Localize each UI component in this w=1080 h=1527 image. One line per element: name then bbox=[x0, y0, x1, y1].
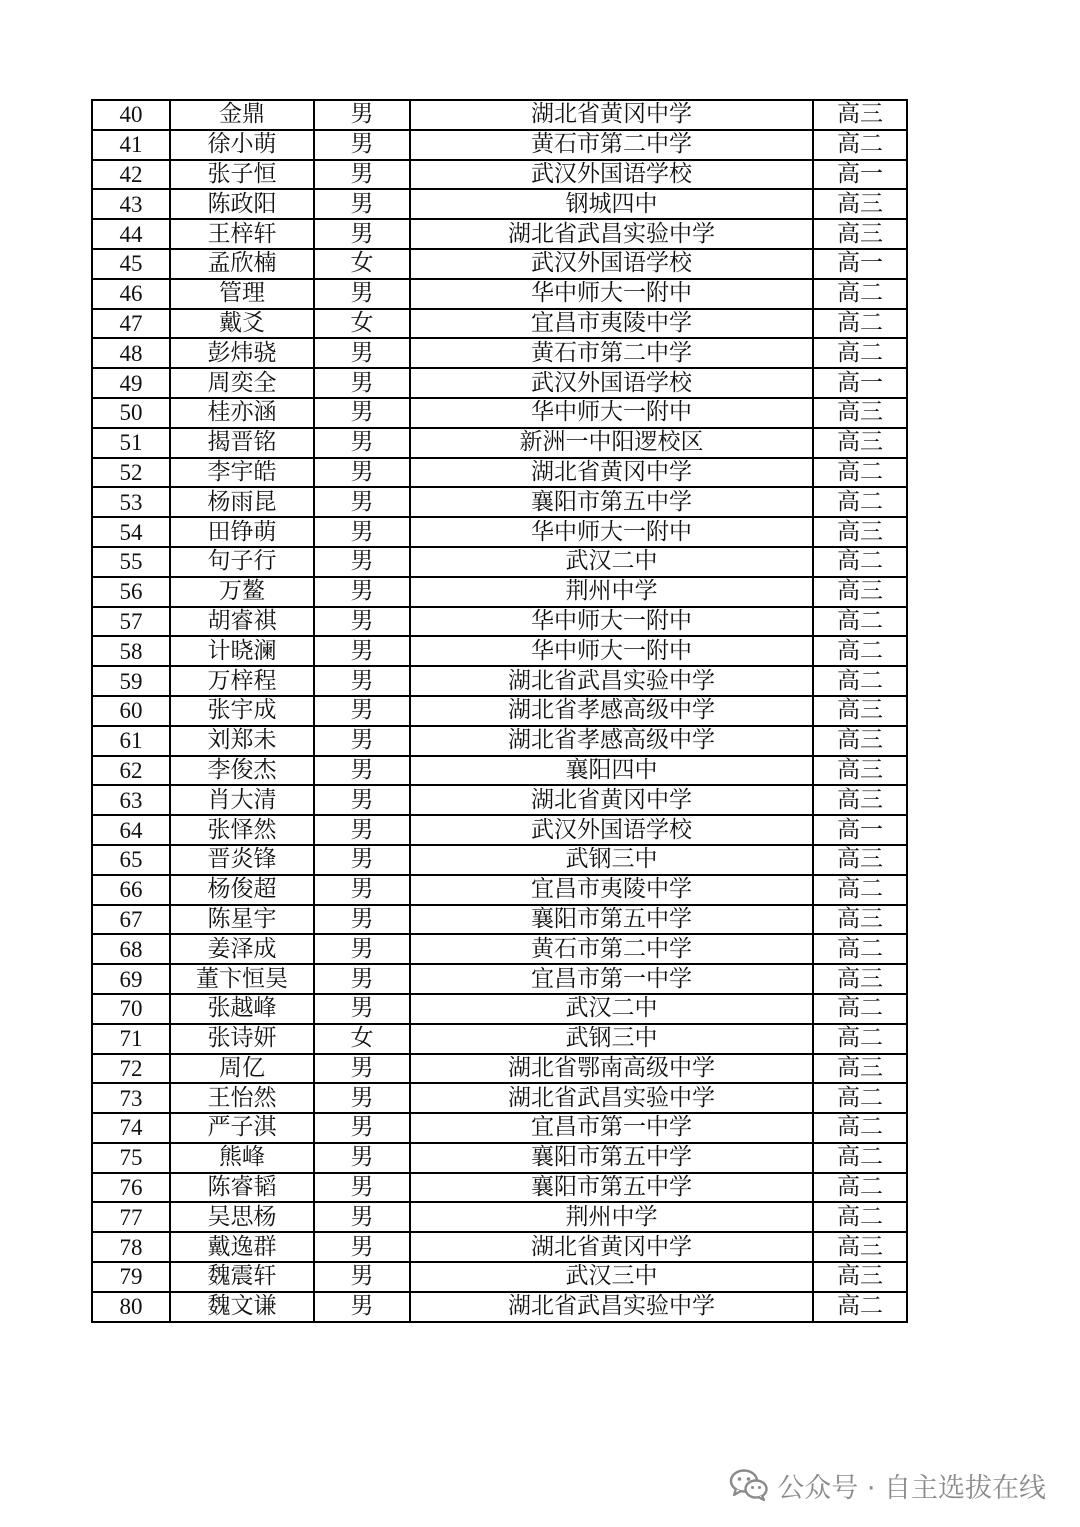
student-name-cell: 戴爻 bbox=[170, 309, 314, 339]
student-gender-cell: 男 bbox=[314, 160, 410, 190]
student-name-cell: 徐小萌 bbox=[170, 130, 314, 160]
student-number-cell: 45 bbox=[92, 249, 170, 279]
table-row bbox=[92, 309, 907, 339]
student-gender-cell: 男 bbox=[314, 338, 410, 368]
student-grade-cell: 高三 bbox=[813, 189, 907, 219]
student-school-cell: 湖北省武昌实验中学 bbox=[410, 666, 813, 696]
watermark-text: 公众号 · 自主选拔在线 bbox=[777, 1472, 1046, 1504]
student-grade-cell: 高二 bbox=[813, 934, 907, 964]
student-gender-cell: 男 bbox=[314, 875, 410, 905]
student-number-cell: 43 bbox=[92, 189, 170, 219]
student-school-cell: 武汉外国语学校 bbox=[410, 368, 813, 398]
student-number-cell: 77 bbox=[92, 1202, 170, 1232]
student-gender-cell: 男 bbox=[314, 219, 410, 249]
student-grade-cell: 高一 bbox=[813, 160, 907, 190]
student-number-cell: 48 bbox=[92, 338, 170, 368]
student-school-cell: 襄阳市第五中学 bbox=[410, 487, 813, 517]
student-gender-cell: 男 bbox=[314, 994, 410, 1024]
student-list-table-container bbox=[91, 99, 906, 1323]
student-name-cell: 胡睿祺 bbox=[170, 607, 314, 637]
student-gender-cell: 男 bbox=[314, 1292, 410, 1322]
student-gender-cell: 男 bbox=[314, 130, 410, 160]
student-name-cell: 杨俊超 bbox=[170, 875, 314, 905]
student-gender-cell: 男 bbox=[314, 1054, 410, 1084]
table-row bbox=[92, 219, 907, 249]
student-name-cell: 万鳌 bbox=[170, 577, 314, 607]
student-school-cell: 新洲一中阳逻校区 bbox=[410, 428, 813, 458]
student-gender-cell: 男 bbox=[314, 905, 410, 935]
student-grade-cell: 高二 bbox=[813, 1143, 907, 1173]
student-school-cell: 武汉外国语学校 bbox=[410, 160, 813, 190]
table-row bbox=[92, 994, 907, 1024]
student-gender-cell: 男 bbox=[314, 279, 410, 309]
student-name-cell: 王梓轩 bbox=[170, 219, 314, 249]
student-number-cell: 58 bbox=[92, 636, 170, 666]
student-number-cell: 65 bbox=[92, 845, 170, 875]
student-school-cell: 黄石市第二中学 bbox=[410, 934, 813, 964]
student-grade-cell: 高一 bbox=[813, 249, 907, 279]
student-grade-cell: 高三 bbox=[813, 1262, 907, 1292]
student-gender-cell: 男 bbox=[314, 189, 410, 219]
table-row bbox=[92, 189, 907, 219]
table-row bbox=[92, 1143, 907, 1173]
student-name-cell: 熊峰 bbox=[170, 1143, 314, 1173]
student-grade-cell: 高三 bbox=[813, 100, 907, 130]
student-gender-cell: 男 bbox=[314, 458, 410, 488]
student-name-cell: 董卞恒昊 bbox=[170, 964, 314, 994]
student-school-cell: 华中师大一附中 bbox=[410, 398, 813, 428]
student-school-cell: 荆州中学 bbox=[410, 1202, 813, 1232]
student-number-cell: 69 bbox=[92, 964, 170, 994]
student-name-cell: 王怡然 bbox=[170, 1083, 314, 1113]
student-number-cell: 59 bbox=[92, 666, 170, 696]
student-name-cell: 张怿然 bbox=[170, 815, 314, 845]
student-grade-cell: 高二 bbox=[813, 607, 907, 637]
student-number-cell: 70 bbox=[92, 994, 170, 1024]
student-school-cell: 钢城四中 bbox=[410, 189, 813, 219]
student-number-cell: 63 bbox=[92, 785, 170, 815]
table-row bbox=[92, 160, 907, 190]
student-grade-cell: 高二 bbox=[813, 636, 907, 666]
student-name-cell: 魏震轩 bbox=[170, 1262, 314, 1292]
table-row bbox=[92, 458, 907, 488]
student-gender-cell: 男 bbox=[314, 1113, 410, 1143]
student-name-cell: 张宇成 bbox=[170, 696, 314, 726]
student-name-cell: 吴思杨 bbox=[170, 1202, 314, 1232]
student-school-cell: 宜昌市第一中学 bbox=[410, 1113, 813, 1143]
student-number-cell: 49 bbox=[92, 368, 170, 398]
student-grade-cell: 高二 bbox=[813, 487, 907, 517]
student-school-cell: 武汉外国语学校 bbox=[410, 249, 813, 279]
student-grade-cell: 高三 bbox=[813, 905, 907, 935]
table-row bbox=[92, 1024, 907, 1054]
student-number-cell: 64 bbox=[92, 815, 170, 845]
student-gender-cell: 男 bbox=[314, 1232, 410, 1262]
student-number-cell: 40 bbox=[92, 100, 170, 130]
student-school-cell: 华中师大一附中 bbox=[410, 636, 813, 666]
student-gender-cell: 女 bbox=[314, 1024, 410, 1054]
student-school-cell: 华中师大一附中 bbox=[410, 279, 813, 309]
table-row bbox=[92, 785, 907, 815]
student-grade-cell: 高二 bbox=[813, 338, 907, 368]
student-grade-cell: 高二 bbox=[813, 1173, 907, 1203]
student-school-cell: 武钢三中 bbox=[410, 845, 813, 875]
table-row bbox=[92, 398, 907, 428]
student-gender-cell: 男 bbox=[314, 1262, 410, 1292]
student-number-cell: 71 bbox=[92, 1024, 170, 1054]
student-number-cell: 55 bbox=[92, 547, 170, 577]
student-number-cell: 62 bbox=[92, 756, 170, 786]
student-grade-cell: 高二 bbox=[813, 1202, 907, 1232]
table-row bbox=[92, 845, 907, 875]
student-name-cell: 杨雨昆 bbox=[170, 487, 314, 517]
student-grade-cell: 高一 bbox=[813, 368, 907, 398]
student-grade-cell: 高二 bbox=[813, 547, 907, 577]
student-school-cell: 襄阳四中 bbox=[410, 756, 813, 786]
table-row bbox=[92, 726, 907, 756]
student-grade-cell: 高二 bbox=[813, 994, 907, 1024]
table-row bbox=[92, 130, 907, 160]
student-grade-cell: 高三 bbox=[813, 398, 907, 428]
student-number-cell: 73 bbox=[92, 1083, 170, 1113]
table-row bbox=[92, 964, 907, 994]
student-gender-cell: 男 bbox=[314, 934, 410, 964]
table-row bbox=[92, 815, 907, 845]
student-gender-cell: 男 bbox=[314, 1143, 410, 1173]
student-gender-cell: 男 bbox=[314, 636, 410, 666]
student-name-cell: 张子恒 bbox=[170, 160, 314, 190]
student-name-cell: 万梓程 bbox=[170, 666, 314, 696]
student-gender-cell: 男 bbox=[314, 547, 410, 577]
student-number-cell: 60 bbox=[92, 696, 170, 726]
student-school-cell: 武汉外国语学校 bbox=[410, 815, 813, 845]
table-row bbox=[92, 100, 907, 130]
student-number-cell: 61 bbox=[92, 726, 170, 756]
student-number-cell: 51 bbox=[92, 428, 170, 458]
student-school-cell: 湖北省武昌实验中学 bbox=[410, 219, 813, 249]
student-school-cell: 黄石市第二中学 bbox=[410, 338, 813, 368]
student-number-cell: 44 bbox=[92, 219, 170, 249]
student-gender-cell: 男 bbox=[314, 1083, 410, 1113]
student-number-cell: 41 bbox=[92, 130, 170, 160]
watermark bbox=[729, 1465, 1046, 1505]
table-row bbox=[92, 905, 907, 935]
wechat-icon bbox=[729, 1468, 769, 1502]
student-grade-cell: 高三 bbox=[813, 785, 907, 815]
student-gender-cell: 男 bbox=[314, 1173, 410, 1203]
table-row bbox=[92, 279, 907, 309]
student-number-cell: 57 bbox=[92, 607, 170, 637]
student-grade-cell: 高三 bbox=[813, 726, 907, 756]
student-gender-cell: 女 bbox=[314, 249, 410, 279]
student-gender-cell: 男 bbox=[314, 368, 410, 398]
table-row bbox=[92, 696, 907, 726]
table-row bbox=[92, 338, 907, 368]
student-school-cell: 宜昌市第一中学 bbox=[410, 964, 813, 994]
table-row bbox=[92, 636, 907, 666]
student-school-cell: 荆州中学 bbox=[410, 577, 813, 607]
student-grade-cell: 高三 bbox=[813, 1232, 907, 1262]
student-gender-cell: 男 bbox=[314, 100, 410, 130]
student-school-cell: 武汉二中 bbox=[410, 547, 813, 577]
student-name-cell: 揭晋铭 bbox=[170, 428, 314, 458]
student-name-cell: 周亿 bbox=[170, 1054, 314, 1084]
student-number-cell: 56 bbox=[92, 577, 170, 607]
student-name-cell: 田铮萌 bbox=[170, 517, 314, 547]
student-school-cell: 湖北省黄冈中学 bbox=[410, 1232, 813, 1262]
student-grade-cell: 高二 bbox=[813, 1083, 907, 1113]
student-school-cell: 武汉三中 bbox=[410, 1262, 813, 1292]
student-name-cell: 管理 bbox=[170, 279, 314, 309]
student-number-cell: 78 bbox=[92, 1232, 170, 1262]
student-number-cell: 66 bbox=[92, 875, 170, 905]
student-number-cell: 72 bbox=[92, 1054, 170, 1084]
student-grade-cell: 高二 bbox=[813, 666, 907, 696]
student-number-cell: 46 bbox=[92, 279, 170, 309]
student-gender-cell: 男 bbox=[314, 696, 410, 726]
student-name-cell: 魏文谦 bbox=[170, 1292, 314, 1322]
table-body bbox=[92, 100, 907, 1322]
table-row bbox=[92, 577, 907, 607]
student-name-cell: 孟欣楠 bbox=[170, 249, 314, 279]
student-school-cell: 湖北省武昌实验中学 bbox=[410, 1292, 813, 1322]
student-number-cell: 54 bbox=[92, 517, 170, 547]
student-school-cell: 黄石市第二中学 bbox=[410, 130, 813, 160]
student-grade-cell: 高二 bbox=[813, 279, 907, 309]
table-row bbox=[92, 756, 907, 786]
table-row bbox=[92, 875, 907, 905]
student-grade-cell: 高二 bbox=[813, 1113, 907, 1143]
table-row bbox=[92, 368, 907, 398]
student-school-cell: 湖北省孝感高级中学 bbox=[410, 696, 813, 726]
student-name-cell: 张诗妍 bbox=[170, 1024, 314, 1054]
student-gender-cell: 男 bbox=[314, 517, 410, 547]
table-row bbox=[92, 487, 907, 517]
student-grade-cell: 高三 bbox=[813, 577, 907, 607]
student-number-cell: 53 bbox=[92, 487, 170, 517]
table-row bbox=[92, 1202, 907, 1232]
table-row bbox=[92, 1173, 907, 1203]
student-name-cell: 周奕全 bbox=[170, 368, 314, 398]
student-number-cell: 75 bbox=[92, 1143, 170, 1173]
student-name-cell: 姜泽成 bbox=[170, 934, 314, 964]
student-name-cell: 肖大清 bbox=[170, 785, 314, 815]
student-name-cell: 陈星宇 bbox=[170, 905, 314, 935]
student-name-cell: 陈睿韬 bbox=[170, 1173, 314, 1203]
student-number-cell: 47 bbox=[92, 309, 170, 339]
table-row bbox=[92, 1292, 907, 1322]
table-row bbox=[92, 607, 907, 637]
student-grade-cell: 高三 bbox=[813, 964, 907, 994]
table-row bbox=[92, 666, 907, 696]
student-number-cell: 76 bbox=[92, 1173, 170, 1203]
student-gender-cell: 男 bbox=[314, 845, 410, 875]
student-gender-cell: 男 bbox=[314, 428, 410, 458]
table-row bbox=[92, 1232, 907, 1262]
student-grade-cell: 高三 bbox=[813, 696, 907, 726]
student-school-cell: 襄阳市第五中学 bbox=[410, 1173, 813, 1203]
student-school-cell: 武钢三中 bbox=[410, 1024, 813, 1054]
student-grade-cell: 高三 bbox=[813, 517, 907, 547]
student-number-cell: 79 bbox=[92, 1262, 170, 1292]
student-school-cell: 宜昌市夷陵中学 bbox=[410, 309, 813, 339]
table-row bbox=[92, 547, 907, 577]
student-number-cell: 80 bbox=[92, 1292, 170, 1322]
student-number-cell: 74 bbox=[92, 1113, 170, 1143]
student-school-cell: 华中师大一附中 bbox=[410, 607, 813, 637]
student-school-cell: 湖北省鄂南高级中学 bbox=[410, 1054, 813, 1084]
table-row bbox=[92, 517, 907, 547]
student-name-cell: 晋炎锋 bbox=[170, 845, 314, 875]
student-gender-cell: 男 bbox=[314, 398, 410, 428]
student-gender-cell: 男 bbox=[314, 785, 410, 815]
student-name-cell: 桂亦涵 bbox=[170, 398, 314, 428]
student-gender-cell: 男 bbox=[314, 815, 410, 845]
student-gender-cell: 女 bbox=[314, 309, 410, 339]
student-school-cell: 襄阳市第五中学 bbox=[410, 1143, 813, 1173]
student-gender-cell: 男 bbox=[314, 964, 410, 994]
student-school-cell: 湖北省黄冈中学 bbox=[410, 100, 813, 130]
student-name-cell: 刘郑未 bbox=[170, 726, 314, 756]
student-gender-cell: 男 bbox=[314, 577, 410, 607]
student-grade-cell: 高三 bbox=[813, 756, 907, 786]
student-number-cell: 68 bbox=[92, 934, 170, 964]
student-name-cell: 李宇皓 bbox=[170, 458, 314, 488]
student-name-cell: 张越峰 bbox=[170, 994, 314, 1024]
student-school-cell: 华中师大一附中 bbox=[410, 517, 813, 547]
table-row bbox=[92, 934, 907, 964]
student-grade-cell: 高三 bbox=[813, 1054, 907, 1084]
table-row bbox=[92, 1083, 907, 1113]
student-name-cell: 句子行 bbox=[170, 547, 314, 577]
table-row bbox=[92, 1113, 907, 1143]
student-school-cell: 湖北省孝感高级中学 bbox=[410, 726, 813, 756]
table-row bbox=[92, 1054, 907, 1084]
student-list-table bbox=[91, 99, 908, 1323]
student-gender-cell: 男 bbox=[314, 666, 410, 696]
student-grade-cell: 高一 bbox=[813, 815, 907, 845]
student-gender-cell: 男 bbox=[314, 487, 410, 517]
student-name-cell: 彭炜骁 bbox=[170, 338, 314, 368]
student-number-cell: 42 bbox=[92, 160, 170, 190]
student-number-cell: 52 bbox=[92, 458, 170, 488]
student-gender-cell: 男 bbox=[314, 607, 410, 637]
student-school-cell: 湖北省黄冈中学 bbox=[410, 785, 813, 815]
student-grade-cell: 高二 bbox=[813, 1292, 907, 1322]
student-gender-cell: 男 bbox=[314, 1202, 410, 1232]
table-row bbox=[92, 249, 907, 279]
student-grade-cell: 高二 bbox=[813, 458, 907, 488]
student-grade-cell: 高二 bbox=[813, 1024, 907, 1054]
student-grade-cell: 高二 bbox=[813, 875, 907, 905]
student-grade-cell: 高二 bbox=[813, 130, 907, 160]
student-name-cell: 戴逸群 bbox=[170, 1232, 314, 1262]
student-gender-cell: 男 bbox=[314, 756, 410, 786]
student-name-cell: 金鼎 bbox=[170, 100, 314, 130]
table-row bbox=[92, 1262, 907, 1292]
student-name-cell: 计晓澜 bbox=[170, 636, 314, 666]
student-number-cell: 67 bbox=[92, 905, 170, 935]
student-grade-cell: 高三 bbox=[813, 428, 907, 458]
student-school-cell: 湖北省黄冈中学 bbox=[410, 458, 813, 488]
student-name-cell: 陈政阳 bbox=[170, 189, 314, 219]
student-grade-cell: 高二 bbox=[813, 309, 907, 339]
student-grade-cell: 高三 bbox=[813, 845, 907, 875]
student-name-cell: 严子淇 bbox=[170, 1113, 314, 1143]
student-school-cell: 武汉二中 bbox=[410, 994, 813, 1024]
student-school-cell: 宜昌市夷陵中学 bbox=[410, 875, 813, 905]
table-row bbox=[92, 428, 907, 458]
student-name-cell: 李俊杰 bbox=[170, 756, 314, 786]
student-gender-cell: 男 bbox=[314, 726, 410, 756]
student-grade-cell: 高三 bbox=[813, 219, 907, 249]
student-school-cell: 湖北省武昌实验中学 bbox=[410, 1083, 813, 1113]
student-number-cell: 50 bbox=[92, 398, 170, 428]
student-school-cell: 襄阳市第五中学 bbox=[410, 905, 813, 935]
